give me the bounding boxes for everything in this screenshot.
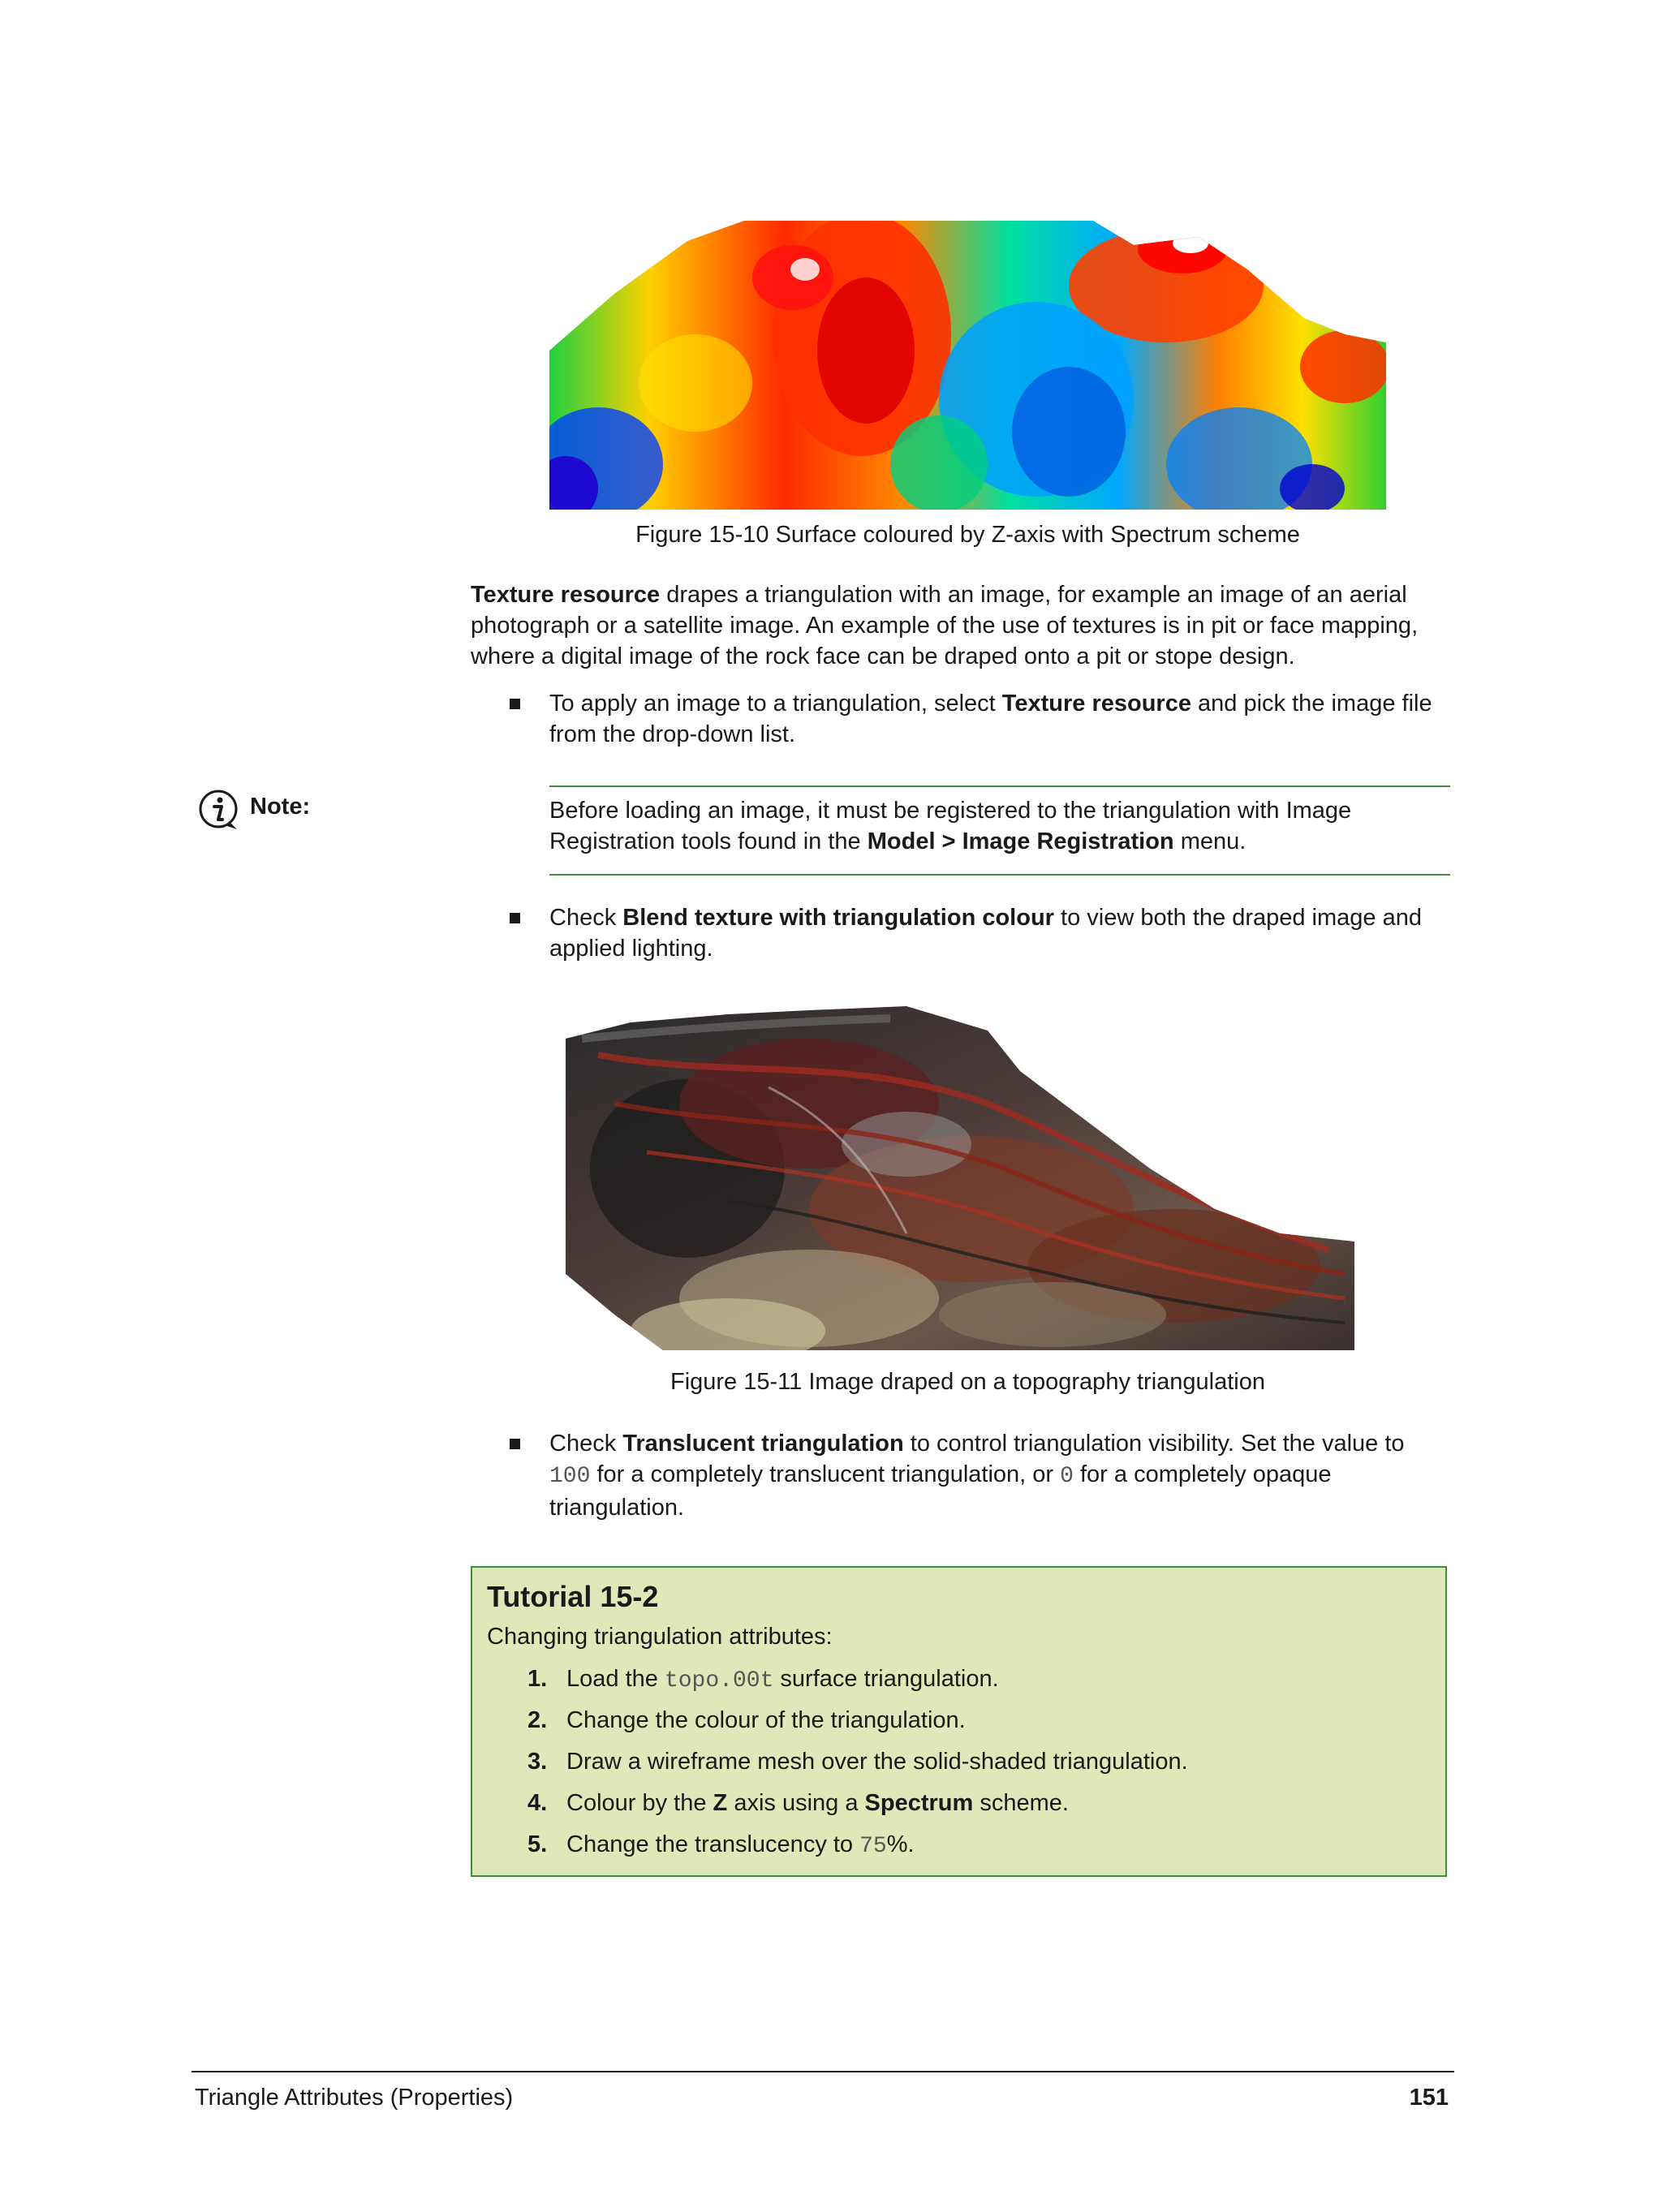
step-4-text-pre: Colour by the [566, 1790, 713, 1816]
bullet-1-text-post: and pick the image file from the drop-down list. [549, 691, 1432, 747]
footer-section-title: Triangle Attributes (Properties) [195, 2085, 514, 2111]
tutorial-box [471, 1566, 1447, 1877]
step-number: 1. [527, 1666, 548, 1692]
step-4-scheme: Spectrum [864, 1790, 974, 1816]
bullet-1-text-pre: To apply an image to a triangulation, select [549, 691, 1002, 717]
info-icon [198, 789, 242, 833]
bullet-2-term: Blend texture with triangulation colour [622, 905, 1054, 931]
texture-resource-description: drapes a triangulation with an image, for example an image of an aerial photograph or a satellite image. An example of the use of textures is in pit or face mapping, where a digital image of the rock face can be draped onto a pit or stope design. [471, 582, 1419, 669]
step-number: 5. [527, 1831, 548, 1857]
figure-15-10-caption: Figure 15-10 Surface coloured by Z-axis with Spectrum scheme [635, 522, 1300, 548]
step-2-text: Change the colour of the triangulation. [566, 1707, 966, 1733]
tutorial-step [527, 1705, 966, 1736]
bullet-3-text-mid2: for a completely translucent triangulation, or [590, 1461, 1061, 1487]
step-4-axis: Z [713, 1790, 728, 1816]
note-bottom-divider [549, 874, 1450, 876]
step-3-text: Draw a wireframe mesh over the solid-shaded triangulation. [566, 1749, 1188, 1775]
figure-15-11-caption: Figure 15-11 Image draped on a topography triangulation [670, 1369, 1265, 1395]
step-4-text-post: scheme. [973, 1790, 1069, 1816]
step-5-value: 75 [859, 1834, 887, 1859]
bullet-2-text-post: to view both the draped image and applied lighting. [549, 905, 1422, 962]
note-menu-path: Model > Image Registration [867, 828, 1174, 854]
step-number: 3. [527, 1749, 548, 1775]
tutorial-step [527, 1663, 999, 1697]
step-number: 2. [527, 1707, 548, 1733]
note-text-post: menu. [1173, 828, 1246, 854]
spectrum-surface-figure [549, 221, 1386, 510]
bullet-3-text-mid1: to control triangulation visibility. Set the value to [903, 1431, 1405, 1457]
draped-topography-figure [566, 1006, 1354, 1350]
bullet-1-term: Texture resource [1001, 691, 1191, 717]
page-number: 151 [1409, 2085, 1449, 2111]
value-0: 0 [1060, 1464, 1074, 1489]
step-1-filename: topo.00t [664, 1668, 774, 1693]
step-1-text-pre: Load the [566, 1666, 665, 1692]
step-1-text-post: surface triangulation. [773, 1666, 999, 1692]
tutorial-step [527, 1829, 915, 1862]
step-5-text-pre: Change the translucency to [566, 1831, 860, 1857]
bullet-3-text-pre: Check [549, 1431, 623, 1457]
step-number: 4. [527, 1790, 548, 1816]
note-text [549, 795, 1450, 857]
note-top-divider [549, 785, 1450, 787]
texture-resource-paragraph [471, 579, 1453, 672]
bullet-apply-image [549, 688, 1450, 750]
tutorial-title: Tutorial 15-2 [487, 1580, 659, 1613]
bullet-3-term: Translucent triangulation [622, 1431, 904, 1457]
note-label: Note: [250, 794, 311, 820]
bullet-blend-texture [549, 902, 1450, 964]
note-text-pre: Before loading an image, it must be registered to the triangulation with Image Registration tools found in the [549, 798, 1352, 854]
texture-resource-term: Texture resource [471, 582, 661, 608]
tutorial-step [527, 1746, 1188, 1777]
tutorial-step [527, 1788, 1069, 1818]
footer-divider [192, 2071, 1454, 2072]
step-5-text-post: %. [886, 1831, 915, 1857]
tutorial-intro: Changing triangulation attributes: [487, 1624, 833, 1650]
bullet-translucent [549, 1428, 1450, 1523]
value-100: 100 [549, 1464, 591, 1489]
bullet-3-text-post: for a completely opaque triangulation. [549, 1461, 1332, 1521]
bullet-2-text-pre: Check [549, 905, 623, 931]
step-4-text-mid: axis using a [727, 1790, 865, 1816]
